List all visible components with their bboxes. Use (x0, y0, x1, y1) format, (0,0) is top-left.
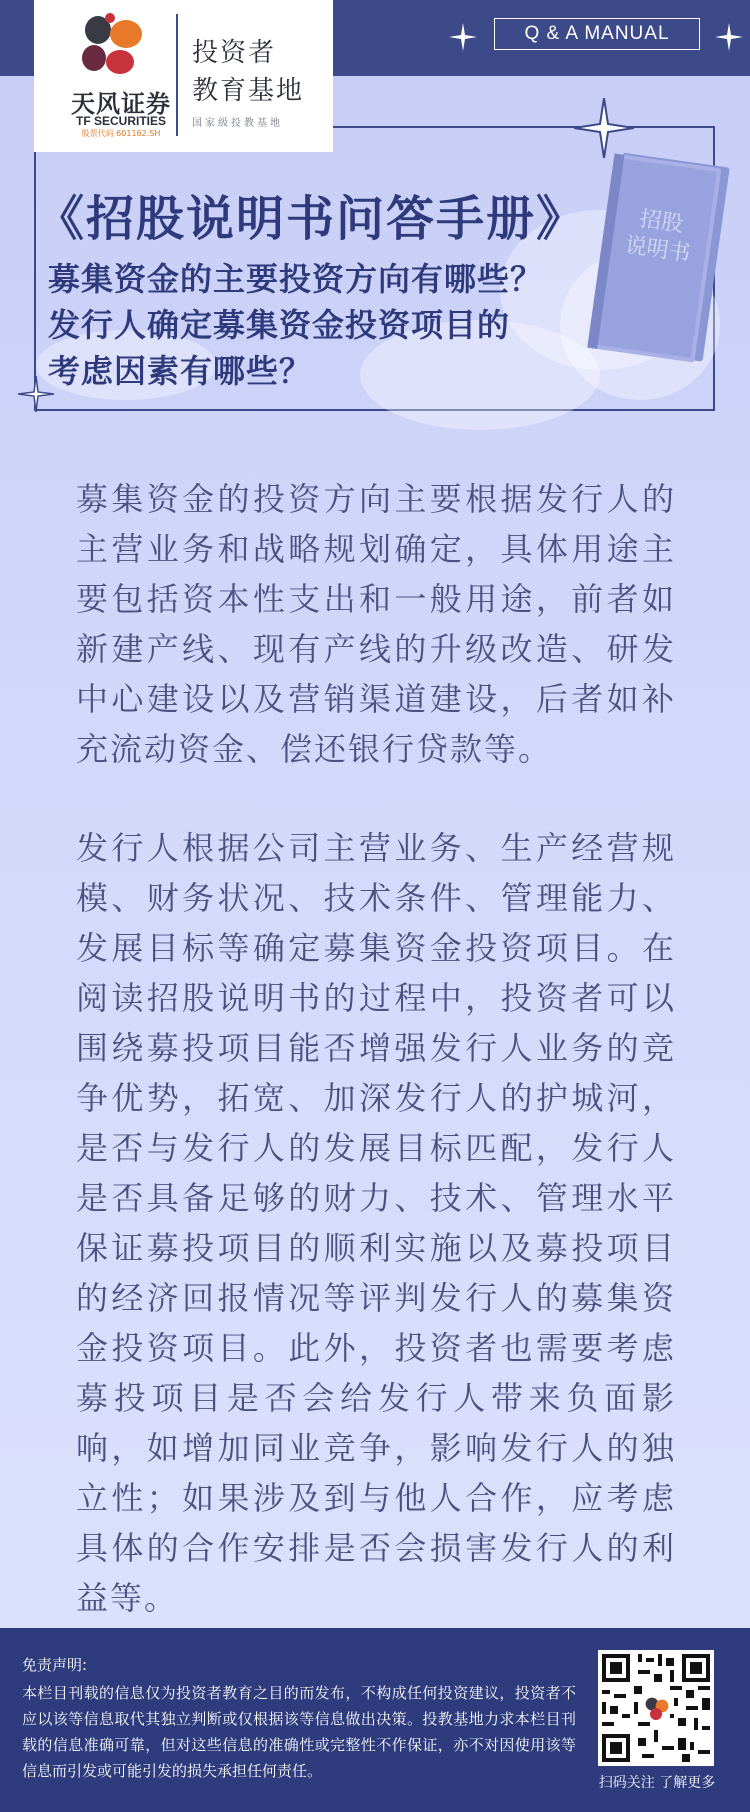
page-title: 《招股说明书问答手册》 (36, 191, 587, 247)
question-line-3: 考虑因素有哪些？ (48, 352, 313, 390)
base-title-line2: 教育基地 (192, 76, 305, 106)
sparkle-icon (715, 23, 743, 51)
book-icon (574, 150, 734, 372)
question-line-1: 募集资金的主要投资方向有哪些？ (48, 260, 544, 298)
disclaimer-title: 免责声明: (22, 1656, 88, 1674)
sparkle-icon (574, 98, 634, 158)
qa-manual-label: Q & A MANUAL (494, 18, 700, 50)
question-line-2: 发行人确定募集资金投资项目的 (48, 306, 511, 344)
brand-name-en: TF SECURITIES (75, 114, 166, 128)
logo-divider (176, 14, 178, 136)
qr-code-icon[interactable] (598, 1650, 714, 1766)
brand-name: 天风证券 (71, 90, 171, 118)
tf-securities-logo-icon (76, 12, 150, 78)
book-label-line1: 招股 (637, 206, 686, 238)
sparkle-icon (449, 23, 477, 51)
answer-paragraph-1: 募集资金的投资方向主要根据发行人的主营业务和战略规划确定，具体用途主要包括资本性支出和一般用途，前者如新建产线、现有产线的升级改造、研发中心建设以及营销渠道建设，后者如补充流动资金、偿还银行贷款等。 (76, 480, 676, 768)
base-subtitle: 国家级投教基地 (192, 118, 283, 129)
disclaimer-text: 本栏目刊载的信息仅为投资者教育之目的而发布，不构成任何投资建议，投资者不应以该等信息取代其独立判断或仅根据该等信息做出决策。投教基地力求本栏目刊载的信息准确可靠，但对这些信息的准确性或完整性不作保证，亦不对因使用该等信息而引发或可能引发的损失承担任何责任。 (22, 1684, 576, 1780)
stock-code: 股票代码 601162.SH (81, 129, 161, 138)
base-title-line1: 投资者 (192, 38, 277, 68)
qr-caption: 扫码关注 了解更多 (598, 1775, 716, 1791)
answer-paragraph-2: 发行人根据公司主营业务、生产经营规模、财务状况、技术条件、管理能力、发展目标等确定募集资金投资项目。在阅读招股说明书的过程中，投资者可以围绕募投项目能否增强发行人业务的竞争优势，拓宽、加深发行人的护城河，是否与发行人的发展目标匹配，发行人是否具备足够的财力、技术、管理水平保证募投项目的顺利实施以及募投项目的经济回报情况等评判发行人的募集资金投资项目。此外，投资者也需要考虑募投项目是否会给发行人带来负面影响，如增加同业竞争，影响发行人的独立性；如果涉及到与他人合作，应考虑具体的合作安排是否会损害发行人的利益等。 (76, 829, 676, 1617)
book-label-line2: 说明书 (623, 232, 693, 267)
logo-card (34, 0, 333, 152)
